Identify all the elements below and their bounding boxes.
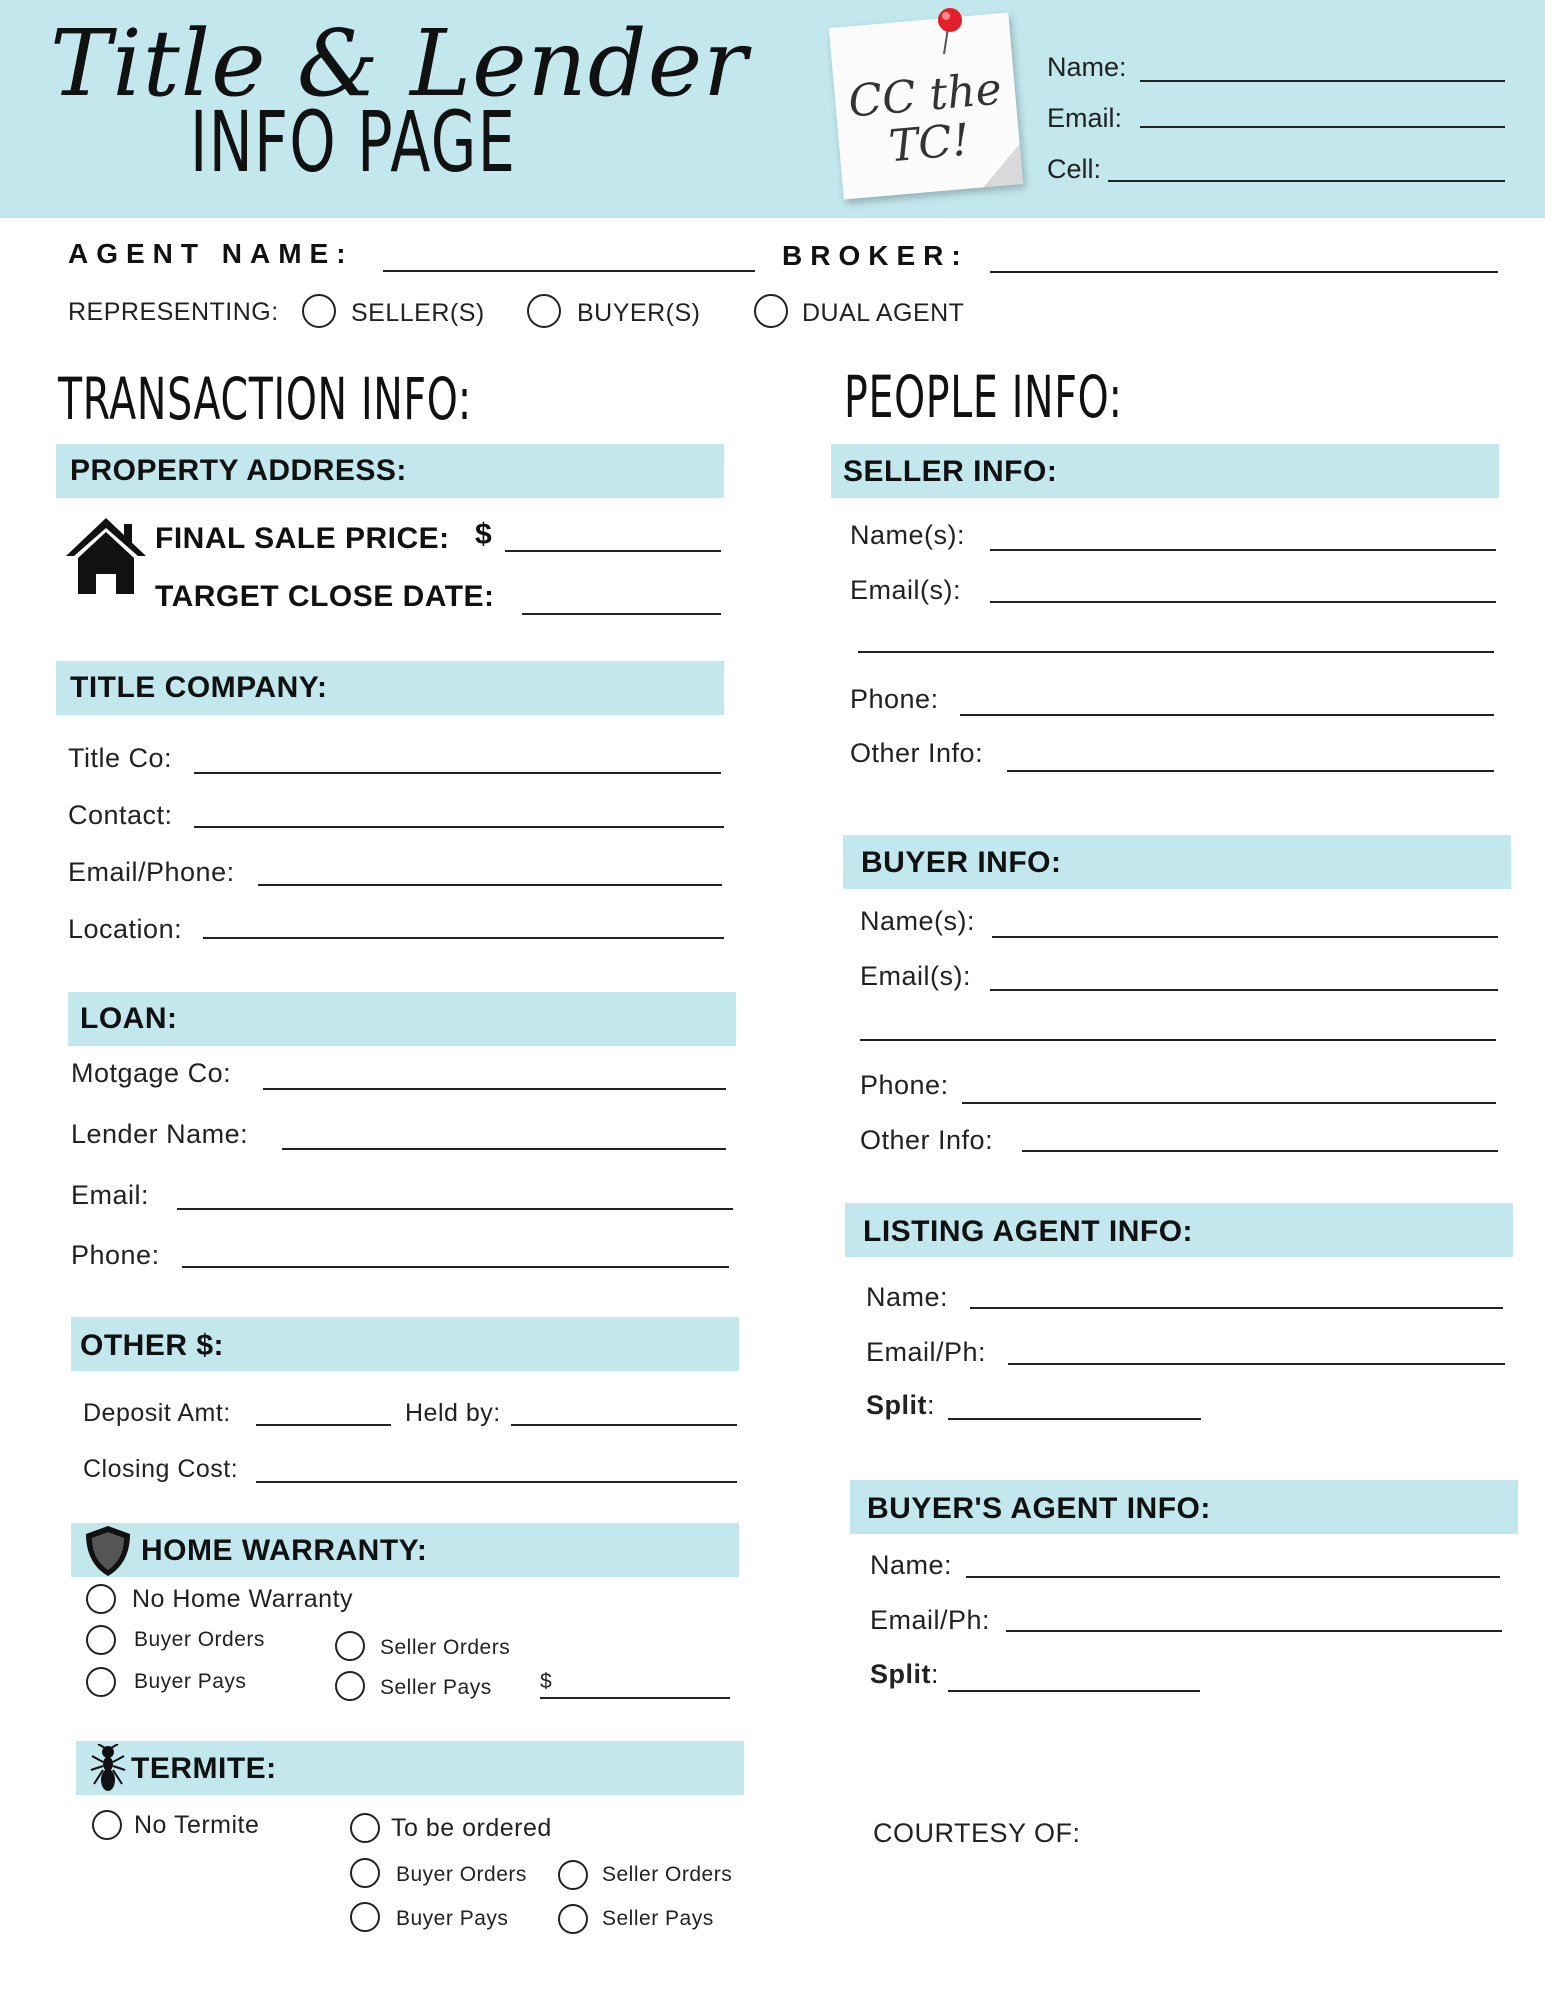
contact-field[interactable] bbox=[194, 826, 724, 828]
termite-buyer-orders-label: Buyer Orders bbox=[396, 1863, 527, 1886]
listing-agent-split-text: Split bbox=[866, 1390, 927, 1420]
no-termite-label: No Termite bbox=[134, 1811, 260, 1839]
warranty-buyer-pays-radio[interactable] bbox=[86, 1667, 116, 1697]
listing-agent-email-label: Email/Ph: bbox=[866, 1337, 987, 1367]
listing-agent-name-field[interactable] bbox=[970, 1307, 1503, 1309]
contact-label: Contact: bbox=[68, 800, 173, 830]
held-by-field[interactable] bbox=[511, 1424, 737, 1426]
buyer-names-label: Name(s): bbox=[860, 906, 976, 936]
final-sale-price-field[interactable] bbox=[505, 550, 721, 552]
seller-emails-label: Email(s): bbox=[850, 575, 961, 605]
termite-icon bbox=[88, 1744, 128, 1794]
email-phone-field[interactable] bbox=[258, 884, 722, 886]
header-email-label: Email: bbox=[1047, 103, 1123, 133]
listing-agent-split-colon: : bbox=[927, 1390, 936, 1420]
seller-info-label: SELLER INFO: bbox=[843, 455, 1058, 488]
deposit-label: Deposit Amt: bbox=[83, 1399, 231, 1427]
warranty-buyer-orders-radio[interactable] bbox=[86, 1625, 116, 1655]
warranty-seller-pays-radio[interactable] bbox=[335, 1671, 365, 1701]
termite-seller-orders-label: Seller Orders bbox=[602, 1863, 733, 1886]
pushpin-icon bbox=[930, 6, 970, 56]
title-company-label: TITLE COMPANY: bbox=[70, 671, 328, 704]
agent-name-field[interactable] bbox=[383, 270, 755, 272]
seller-other-field[interactable] bbox=[1007, 770, 1494, 772]
termite-buyer-orders-radio[interactable] bbox=[350, 1858, 380, 1888]
buyers-agent-email-field[interactable] bbox=[1006, 1630, 1502, 1632]
buyers-agent-label: BUYER'S AGENT INFO: bbox=[867, 1492, 1211, 1525]
termite-seller-orders-radio[interactable] bbox=[558, 1860, 588, 1890]
transaction-heading: TRANSACTION INFO: bbox=[58, 365, 472, 433]
no-termite-radio[interactable] bbox=[92, 1810, 122, 1840]
house-icon bbox=[64, 516, 148, 596]
seller-option-label: SELLER(S) bbox=[351, 299, 485, 327]
email-phone-label: Email/Phone: bbox=[68, 857, 235, 887]
header-cell-field[interactable] bbox=[1108, 180, 1505, 182]
seller-phone-label: Phone: bbox=[850, 684, 939, 714]
seller-names-label: Name(s): bbox=[850, 520, 966, 550]
note-text bbox=[833, 64, 1021, 175]
buyer-other-field[interactable] bbox=[1022, 1150, 1498, 1152]
location-field[interactable] bbox=[203, 937, 724, 939]
deposit-field[interactable] bbox=[256, 1424, 391, 1426]
warranty-buyer-pays-label: Buyer Pays bbox=[134, 1670, 247, 1693]
listing-agent-email-field[interactable] bbox=[1008, 1363, 1505, 1365]
termite-seller-pays-label: Seller Pays bbox=[602, 1907, 714, 1930]
dollar-sign: $ bbox=[475, 518, 493, 551]
termite-to-be-ordered-radio[interactable] bbox=[350, 1813, 380, 1843]
termite-to-be-ordered-label: To be ordered bbox=[391, 1814, 552, 1842]
seller-radio[interactable] bbox=[302, 294, 336, 328]
header-email-field[interactable] bbox=[1140, 126, 1505, 128]
broker-field[interactable] bbox=[990, 271, 1498, 273]
header-cell-label: Cell: bbox=[1047, 154, 1102, 184]
final-sale-price-label: FINAL SALE PRICE: bbox=[155, 522, 450, 555]
seller-emails-field[interactable] bbox=[990, 601, 1496, 603]
buyers-agent-split-label bbox=[870, 1659, 939, 1690]
buyer-phone-field[interactable] bbox=[962, 1102, 1496, 1104]
lender-name-label: Lender Name: bbox=[71, 1119, 249, 1149]
home-warranty-label: HOME WARRANTY: bbox=[141, 1534, 428, 1567]
title-co-label: Title Co: bbox=[68, 743, 173, 773]
sticky-note bbox=[829, 12, 1023, 199]
buyers-agent-split-colon: : bbox=[931, 1659, 940, 1689]
buyer-emails-field[interactable] bbox=[990, 989, 1498, 991]
termite-buyer-pays-radio[interactable] bbox=[350, 1902, 380, 1932]
listing-agent-name-label: Name: bbox=[866, 1282, 949, 1312]
listing-agent-split-label bbox=[866, 1390, 935, 1421]
listing-agent-label: LISTING AGENT INFO: bbox=[863, 1215, 1194, 1248]
warranty-amount-field[interactable] bbox=[540, 1697, 730, 1699]
closing-cost-label: Closing Cost: bbox=[83, 1455, 239, 1483]
no-warranty-label: No Home Warranty bbox=[132, 1585, 354, 1613]
representing-label: REPRESENTING: bbox=[68, 298, 279, 326]
location-label: Location: bbox=[68, 914, 183, 944]
buyer-phone-label: Phone: bbox=[860, 1070, 949, 1100]
buyer-other-label: Other Info: bbox=[860, 1125, 994, 1155]
agent-name-label: AGENT NAME: bbox=[68, 238, 354, 269]
warranty-dollar-sign: $ bbox=[540, 1670, 553, 1693]
note-text-line1: CC the bbox=[846, 63, 1004, 128]
seller-phone-field[interactable] bbox=[960, 714, 1494, 716]
buyers-agent-split-field[interactable] bbox=[948, 1690, 1200, 1692]
dual-agent-radio[interactable] bbox=[754, 294, 788, 328]
buyers-agent-name-field[interactable] bbox=[966, 1576, 1500, 1578]
warranty-seller-orders-radio[interactable] bbox=[335, 1631, 365, 1661]
buyer-emails-label: Email(s): bbox=[860, 961, 971, 991]
buyers-agent-name-label: Name: bbox=[870, 1550, 953, 1580]
note-text-line2: TC! bbox=[886, 114, 972, 173]
title-script: Title & Lender bbox=[50, 10, 749, 117]
people-heading: PEOPLE INFO: bbox=[844, 363, 1123, 431]
warranty-seller-pays-label: Seller Pays bbox=[380, 1676, 492, 1699]
buyer-radio[interactable] bbox=[527, 294, 561, 328]
buyer-info-label: BUYER INFO: bbox=[861, 846, 1062, 879]
target-close-field[interactable] bbox=[522, 613, 721, 615]
header-name-label: Name: bbox=[1047, 52, 1127, 82]
no-warranty-radio[interactable] bbox=[86, 1584, 116, 1614]
buyer-option-label: BUYER(S) bbox=[577, 299, 701, 327]
broker-label: BROKER: bbox=[782, 240, 969, 271]
mortgage-co-label: Motgage Co: bbox=[71, 1058, 232, 1088]
title-main: INFO PAGE bbox=[190, 93, 517, 191]
termite-label: TERMITE: bbox=[131, 1752, 277, 1785]
buyers-agent-split-text: Split bbox=[870, 1659, 931, 1689]
courtesy-of-label: COURTESY OF: bbox=[873, 1818, 1081, 1848]
warranty-buyer-orders-label: Buyer Orders bbox=[134, 1628, 265, 1651]
seller-other-label: Other Info: bbox=[850, 738, 984, 768]
loan-label: LOAN: bbox=[80, 1002, 178, 1035]
buyer-emails-field-2[interactable] bbox=[860, 1039, 1496, 1041]
loan-email-label: Email: bbox=[71, 1180, 150, 1210]
loan-phone-field[interactable] bbox=[182, 1266, 729, 1268]
termite-seller-pays-radio[interactable] bbox=[558, 1904, 588, 1934]
loan-email-field[interactable] bbox=[177, 1208, 733, 1210]
other-label: OTHER $: bbox=[80, 1329, 225, 1362]
target-close-label: TARGET CLOSE DATE: bbox=[155, 580, 495, 613]
buyers-agent-email-label: Email/Ph: bbox=[870, 1605, 991, 1635]
lender-name-field[interactable] bbox=[282, 1148, 726, 1150]
seller-names-field[interactable] bbox=[990, 549, 1496, 551]
buyer-names-field[interactable] bbox=[992, 936, 1498, 938]
loan-phone-label: Phone: bbox=[71, 1240, 160, 1270]
seller-emails-field-2[interactable] bbox=[858, 651, 1494, 653]
listing-agent-split-field[interactable] bbox=[948, 1418, 1201, 1420]
header-name-field[interactable] bbox=[1140, 80, 1505, 82]
shield-icon bbox=[84, 1524, 132, 1578]
termite-buyer-pays-label: Buyer Pays bbox=[396, 1907, 509, 1930]
property-address-label: PROPERTY ADDRESS: bbox=[70, 454, 407, 487]
closing-cost-field[interactable] bbox=[256, 1481, 737, 1483]
mortgage-co-field[interactable] bbox=[263, 1088, 726, 1090]
title-co-field[interactable] bbox=[194, 772, 721, 774]
held-by-label: Held by: bbox=[405, 1399, 501, 1427]
dual-agent-option-label: DUAL AGENT bbox=[802, 299, 965, 327]
warranty-seller-orders-label: Seller Orders bbox=[380, 1636, 511, 1659]
